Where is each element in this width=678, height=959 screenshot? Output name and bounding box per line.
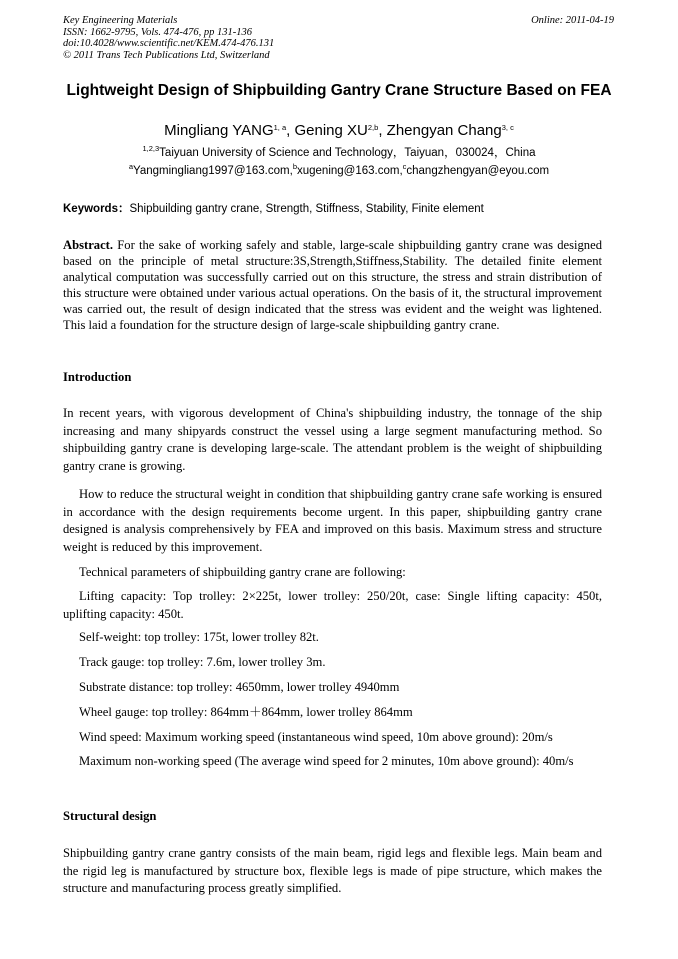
- keywords-text: Shipbuilding gantry crane, Strength, Stiffness, Stability, Finite element: [129, 203, 484, 215]
- author-sup: 1, a: [273, 123, 287, 132]
- paragraph: Shipbuilding gantry crane gantry consists of the main beam, rigid legs and flexible legs. Main beam and the rigid leg is manufactured by structure box, flexible legs is made of pipe structure, which makes the structure and manufacturing process greatly simplified.: [63, 846, 602, 895]
- author-list: Mingliang YANG$^{1, a}$, Gening XU$^{2,b}$, Zhengyan Chang$^{3, c}$: [164, 122, 514, 139]
- paragraph: Wind speed: Maximum working speed (instantaneous wind speed, 10m above ground): 20m/s: [79, 730, 553, 744]
- email-address[interactable]: Yangmingliang1997@163.com,: [133, 165, 293, 177]
- paragraph: Wheel gauge: top trolley: 864mm＋864mm, lower trolley 864mm: [79, 705, 413, 719]
- paragraph: How to reduce the structural weight in condition that shipbuilding gantry crane safe working is ensured in accordance with the design requirements become urgent. In this paper, shipbuilding gantry crane designed is analysis comprehensively by FEA and improved on this basis. Maximum stress and structure weight is reduced by this improvement.: [63, 487, 602, 554]
- author-sup: 3, c: [501, 123, 514, 132]
- paragraph: Lifting capacity: Top trolley: 2×225t, lower trolley: 250/20t, case: Single lifting capacity: 450t, uplifting capacity: 450t.: [63, 589, 602, 621]
- keywords-label: Keywords：: [63, 203, 130, 215]
- paragraph: In recent years, with vigorous development of China's shipbuilding industry, the tonnage of the ship increasing and many shipyards construct the vessel using a large segment manufacturing method. So shipbuilding gantry crane is developing large-scale. The attendant problem is the weight of shipbuilding gantry crane is growing.: [63, 406, 602, 473]
- journal-doi: doi:10.4028/www.scientific.net/KEM.474-476.131: [63, 38, 275, 49]
- abstract-text: For the sake of working safely and stable, large-scale shipbuilding gantry crane was designed based on the principle of metal structure:3S,Strength,Stiffness,Stability. The detailed finite element analytical computation was successfully carried out on this structure, the stress and strain distribution of this structure were obtained under various actual operations. On the basis of it, the structural improvement was carried out, the result of design indicated that the stress was evident and the weight was lightened. This laid a foundation for the structure design of large-scale shipbuilding gantry crane.: [63, 238, 602, 332]
- affiliation-text: Taiyuan University of Science and Technology，Taiyuan，030024，China: [159, 147, 536, 159]
- journal-name: Key Engineering Materials: [63, 15, 178, 26]
- paragraph: Substrate distance: top trolley: 4650mm, lower trolley 4940mm: [79, 680, 400, 694]
- author-name: Zhengyan Chang: [386, 122, 502, 139]
- email-address[interactable]: xugening@163.com,: [296, 165, 403, 177]
- journal-copyright: © 2011 Trans Tech Publications Ltd, Switzerland: [63, 49, 270, 61]
- affiliation: [63, 146, 615, 160]
- email-sup: b: [292, 162, 297, 171]
- abstract-label: Abstract.: [63, 238, 114, 252]
- paragraph: Technical parameters of shipbuilding gantry crane are following:: [79, 565, 406, 579]
- online-date: Online: 2011-04-19: [531, 15, 614, 26]
- email-sup: a: [128, 162, 134, 171]
- author-name: Gening XU: [294, 122, 368, 139]
- section-heading-introduction: Introduction: [63, 370, 132, 384]
- abstract: [63, 237, 602, 333]
- paper-title: Lightweight Design of Shipbuilding Gantry Crane Structure Based on FEA: [66, 82, 612, 99]
- author-name: Mingliang YANG: [164, 122, 274, 139]
- keywords: [63, 202, 615, 216]
- author-sup: 2,b: [367, 123, 379, 132]
- email-sup: c: [402, 162, 407, 171]
- section-heading-structural-design: Structural design: [63, 809, 157, 823]
- email-address[interactable]: changzhengyan@eyou.com: [406, 165, 550, 177]
- paragraph: Maximum non-working speed (The average wind speed for 2 minutes, 10m above ground): 40m/s: [79, 754, 574, 768]
- paragraph: Track gauge: top trolley: 7.6m, lower trolley 3m.: [79, 655, 326, 669]
- paragraph: Self-weight: top trolley: 175t, lower trolley 82t.: [79, 630, 319, 644]
- journal-issn: ISSN: 1662-9795, Vols. 474-476, pp 131-136: [63, 26, 252, 38]
- journal-header: [63, 15, 274, 61]
- author-emails: [63, 164, 615, 178]
- affiliation-sup: 1,2,3: [142, 144, 160, 153]
